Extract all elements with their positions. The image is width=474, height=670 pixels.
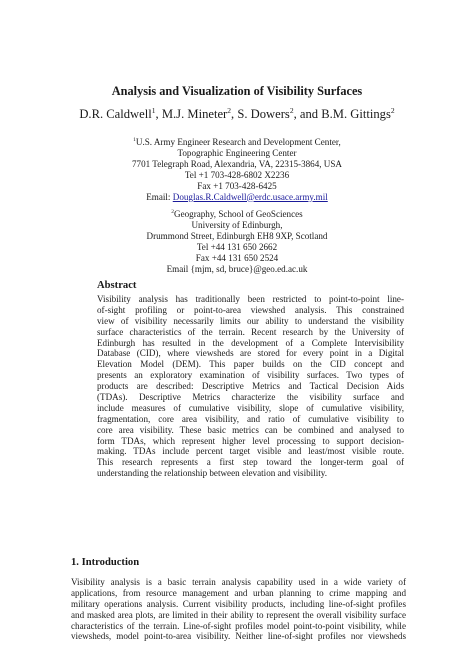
abstract-heading: Abstract (97, 280, 137, 291)
author-list (0, 107, 474, 122)
abstract-line: This research represents a first step toward the longer-term goal of (97, 457, 404, 468)
affiliation-text: Geography, School of GeoSciences (174, 209, 303, 219)
abstract-line: Edinburgh has resulted in the development of a Complete Intervisibility (97, 337, 404, 348)
author-name: M.J. Mineter (161, 107, 228, 121)
author-affiliation-mark: 2 (390, 105, 395, 115)
abstract-line: view of visibility necessarily limits our ability to understand the visibility (97, 315, 404, 326)
affiliation-line: Fax +44 131 650 2524 (195, 252, 279, 263)
introduction-line: Visibility analysis is a basic terrain analysis capability used in a wide variety of (71, 577, 406, 587)
affiliation-line: Drummond Street, Edinburgh EH8 9XP, Scotland (146, 230, 328, 241)
author-affiliation-mark: 2 (289, 105, 294, 115)
affiliation-mark: 2 (171, 208, 174, 215)
affiliation-line (0, 209, 474, 220)
abstract-line: presents an exploratory examination of visibility surfaces. Two types of (97, 370, 404, 381)
affiliation-email-line (0, 192, 474, 203)
author-separator: , and (293, 107, 322, 121)
affiliation-text: U.S. Army Engineer Research and Development Center, (135, 137, 341, 147)
abstract-line: Elevation Model (DEM). This paper builds on the CID concept and (97, 359, 404, 370)
affiliation-line: 7701 Telegraph Road, Alexandria, VA, 22315-3864, USA (131, 158, 342, 169)
abstract-line: making. TDAs include percent target visible and least/most visible route. (97, 446, 404, 457)
affiliation-line: Tel +1 703-428-6802 X2236 (184, 169, 290, 180)
affiliation-line: Topographic Engineering Center (177, 147, 297, 158)
abstract-line: (TDAs). Descriptive Metrics characterize the visibility surface and (97, 392, 404, 403)
affiliation-line: Fax +1 703-428-6425 (197, 180, 277, 191)
abstract-line: fragmentation, core area visibility, and ratio of cumulative visibility to (97, 413, 404, 424)
abstract-line: include measures of cumulative visibility, slope of cumulative visibility, (97, 402, 404, 413)
author-separator: , (155, 107, 162, 121)
abstract-line: surface characteristics of the terrain. Recent research by the University of (97, 326, 404, 337)
author-affiliation-mark: 2 (227, 105, 232, 115)
paper-title: Analysis and Visualization of Visibility Surfaces (111, 84, 363, 98)
affiliation-line (0, 137, 474, 148)
introduction-text (71, 577, 406, 642)
email-label: Email: (146, 191, 173, 202)
abstract-line: core area visibility. These basic metrics can be combined and analysed to (97, 424, 404, 435)
introduction-line: and masked area plots, are limited in their ability to represent the overall visibility surface (71, 609, 406, 620)
introduction-heading: 1. Introduction (71, 557, 140, 568)
affiliation-block-1 (0, 137, 474, 202)
email-link[interactable]: Douglas.R.Caldwell@erdc.usace.army.mil (172, 191, 328, 202)
affiliation-line: Tel +44 131 650 2662 (196, 241, 278, 252)
affiliation-block-2 (0, 209, 474, 274)
abstract-line: form TDAs, which represent higher level processing to support decision- (97, 435, 404, 446)
affiliation-line: University of Edinburgh, (191, 219, 283, 230)
abstract-line: Database (CID), where viewsheds are stored for every point in a Digital (97, 348, 404, 359)
abstract-line: understanding the relationship between elevation and visibility. (97, 468, 327, 479)
affiliation-mark: 1 (133, 136, 136, 143)
author-affiliation-mark: 1 (151, 105, 156, 115)
author-separator: , (231, 107, 238, 121)
abstract-line: of-sight profiling or point-to-area viewshed analysis. This constrained (97, 304, 404, 315)
affiliation-line: Email {mjm, sd, bruce}@geo.ed.ac.uk (166, 263, 308, 274)
introduction-line: viewsheds, model point-to-area visibility. Neither line-of-sight profiles nor viewsheds (71, 631, 406, 642)
abstract-line: Visibility analysis has traditionally been restricted to point-to-point line- (97, 294, 404, 304)
author-name: B.M. Gittings (321, 107, 391, 121)
author-name: D.R. Caldwell (79, 107, 152, 121)
author-name: S. Dowers (237, 107, 290, 121)
introduction-line: characteristics of the terrain. Line-of-sight profiles model point-to-point visibility, while (71, 620, 406, 631)
introduction-line: applications, from resource management and urban planning to crime mapping and (71, 587, 406, 598)
abstract-line: products are described: Descriptive Metrics and Tactical Decision Aids (97, 381, 404, 392)
abstract-text (97, 294, 404, 479)
introduction-line: military operations analysis. Current visibility products, including line-of-sight profiles (71, 598, 406, 609)
